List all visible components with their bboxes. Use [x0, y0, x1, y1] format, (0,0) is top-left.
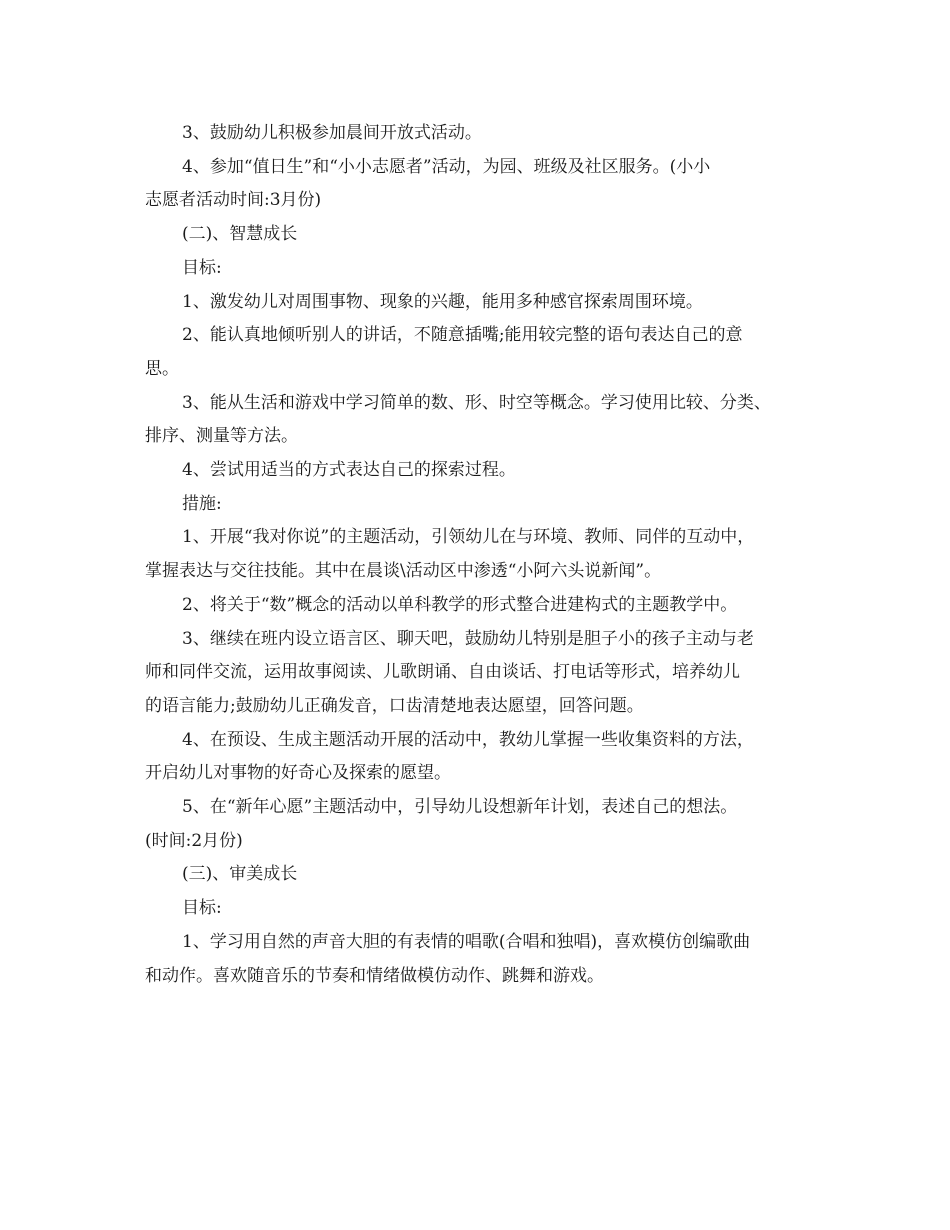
text-line: 3、能从生活和游戏中学习简单的数、形、时空等概念。学习使用比较、分类、 [182, 392, 771, 413]
section-heading: (三)、审美成长 [182, 864, 298, 885]
subheading-goals: 目标: [182, 898, 222, 919]
text-line: 的语言能力;鼓励幼儿正确发音，口齿清楚地表达愿望，回答问题。 [145, 695, 644, 716]
text-line: 1、激发幼儿对周围事物、现象的兴趣，能用多种感官探索周围环境。 [182, 291, 703, 312]
text-line: 掌握表达与交往技能。其中在晨谈\活动区中渗透“小阿六头说新闻”。 [145, 561, 662, 582]
text-line: 和动作。喜欢随音乐的节奏和情绪做模仿动作、跳舞和游戏。 [145, 965, 604, 986]
subheading-goals: 目标: [182, 257, 222, 278]
subheading-measures: 措施: [182, 493, 222, 514]
text-line: 2、能认真地倾听别人的讲话，不随意插嘴;能用较完整的语句表达自己的意 [182, 325, 743, 346]
text-line: 1、开展“我对你说”的主题活动，引领幼儿在与环境、教师、同伴的互动中， [182, 527, 755, 548]
text-line: 2、将关于“数”概念的活动以单科教学的形式整合进建构式的主题教学中。 [182, 594, 738, 615]
text-line: 开启幼儿对事物的好奇心及探索的愿望。 [145, 763, 451, 784]
text-line: 5、在“新年心愿”主题活动中，引导幼儿设想新年计划，表述自己的想法。 [182, 797, 738, 818]
text-line: 4、参加“值日生”和“小小志愿者”活动，为园、班级及社区服务。(小小 [182, 156, 711, 177]
text-line: 4、尝试用适当的方式表达自己的探索过程。 [182, 460, 516, 481]
document-body [145, 117, 825, 993]
text-line: 师和同伴交流，运用故事阅读、儿歌朗诵、自由谈话、打电话等形式，培养幼儿 [145, 662, 740, 683]
text-line: 志愿者活动时间:3月份) [145, 190, 322, 211]
text-line: 3、鼓励幼儿积极参加晨间开放式活动。 [182, 123, 482, 143]
text-line: 3、继续在班内设立语言区、聊天吧，鼓励幼儿特别是胆子小的孩子主动与老 [182, 628, 754, 649]
section-heading: (二)、智慧成长 [182, 224, 298, 245]
text-line: 1、学习用自然的声音大胆的有表情的唱歌(合唱和独唱)，喜欢模仿创编歌曲 [182, 931, 751, 952]
text-line: 排序、测量等方法。 [145, 426, 298, 447]
text-line: 思。 [145, 358, 179, 379]
text-line: 4、在预设、生成主题活动开展的活动中，教幼儿掌握一些收集资料的方法， [182, 729, 754, 750]
text-line: (时间:2月份) [145, 830, 243, 851]
